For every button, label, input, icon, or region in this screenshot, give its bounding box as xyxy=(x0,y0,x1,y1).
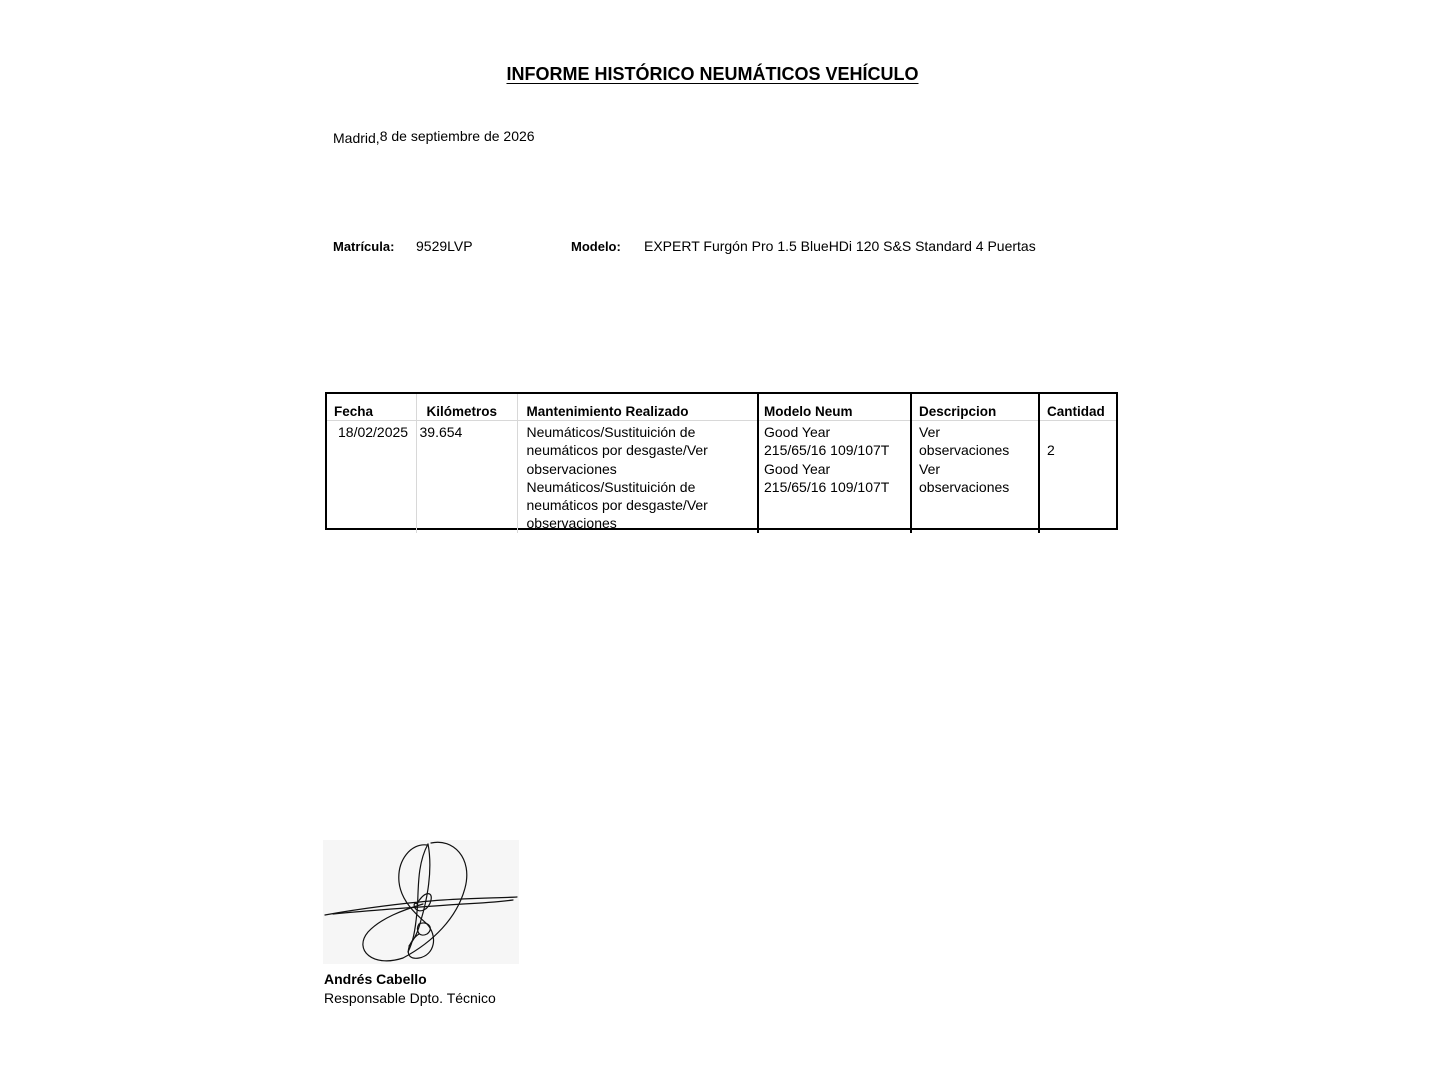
cell-mantenimiento xyxy=(517,421,758,533)
header-mantenimiento: Mantenimiento Realizado xyxy=(517,394,758,421)
cell-cantidad xyxy=(1039,421,1116,533)
cell-descripcion xyxy=(911,421,1039,533)
header-descripcion: Descripcion xyxy=(911,394,1039,421)
descripcion-line: Ver xyxy=(919,424,941,440)
plate-label: Matrícula: xyxy=(333,239,395,254)
table-row xyxy=(327,421,1116,533)
header-fecha: Fecha xyxy=(327,394,416,421)
report-date: 8 de septiembre de 2026 xyxy=(379,128,535,144)
modelo-line: 215/65/16 109/107T xyxy=(764,442,890,459)
report-title: INFORME HISTÓRICO NEUMÁTICOS VEHÍCULO xyxy=(506,64,919,84)
model-label: Modelo: xyxy=(571,239,621,254)
tyre-history-table xyxy=(325,392,1118,530)
report-city: Madrid, xyxy=(333,130,380,146)
modelo-line: Good Year xyxy=(764,424,831,440)
modelo-line: 215/65/16 109/107T xyxy=(764,478,890,495)
mantenimiento-line: neumáticos por desgaste/Ver xyxy=(526,442,708,459)
cell-km: 39.654 xyxy=(416,421,517,533)
header-cantidad: Cantidad xyxy=(1039,394,1116,421)
header-km: Kilómetros xyxy=(416,394,517,421)
model-value: EXPERT Furgón Pro 1.5 BlueHDi 120 S&S Standard 4 Puertas xyxy=(644,238,1036,254)
signer-name: Andrés Cabello xyxy=(324,971,427,987)
header-modelo-neum: Modelo Neum xyxy=(758,394,911,421)
mantenimiento-line: Neumáticos/Sustituición de xyxy=(526,478,696,495)
modelo-line: Good Year xyxy=(764,460,831,477)
mantenimiento-line: Neumáticos/Sustituición de xyxy=(526,424,696,440)
mantenimiento-line: observaciones xyxy=(526,460,617,477)
descripcion-line: observaciones xyxy=(919,442,1010,459)
cell-modelo-neum xyxy=(758,421,911,533)
cantidad-value: 2 xyxy=(1047,442,1055,458)
signer-role: Responsable Dpto. Técnico xyxy=(324,990,496,1006)
table-header-row xyxy=(327,394,1116,421)
descripcion-line: observaciones xyxy=(919,478,1010,495)
signature-icon xyxy=(323,840,519,964)
mantenimiento-line: observaciones xyxy=(526,515,617,532)
signature-image xyxy=(323,840,519,964)
descripcion-line: Ver xyxy=(919,460,941,477)
plate-value: 9529LVP xyxy=(416,238,473,254)
mantenimiento-line: neumáticos por desgaste/Ver xyxy=(526,497,708,514)
cell-fecha: 18/02/2025 xyxy=(327,421,416,533)
place-date xyxy=(333,128,535,144)
